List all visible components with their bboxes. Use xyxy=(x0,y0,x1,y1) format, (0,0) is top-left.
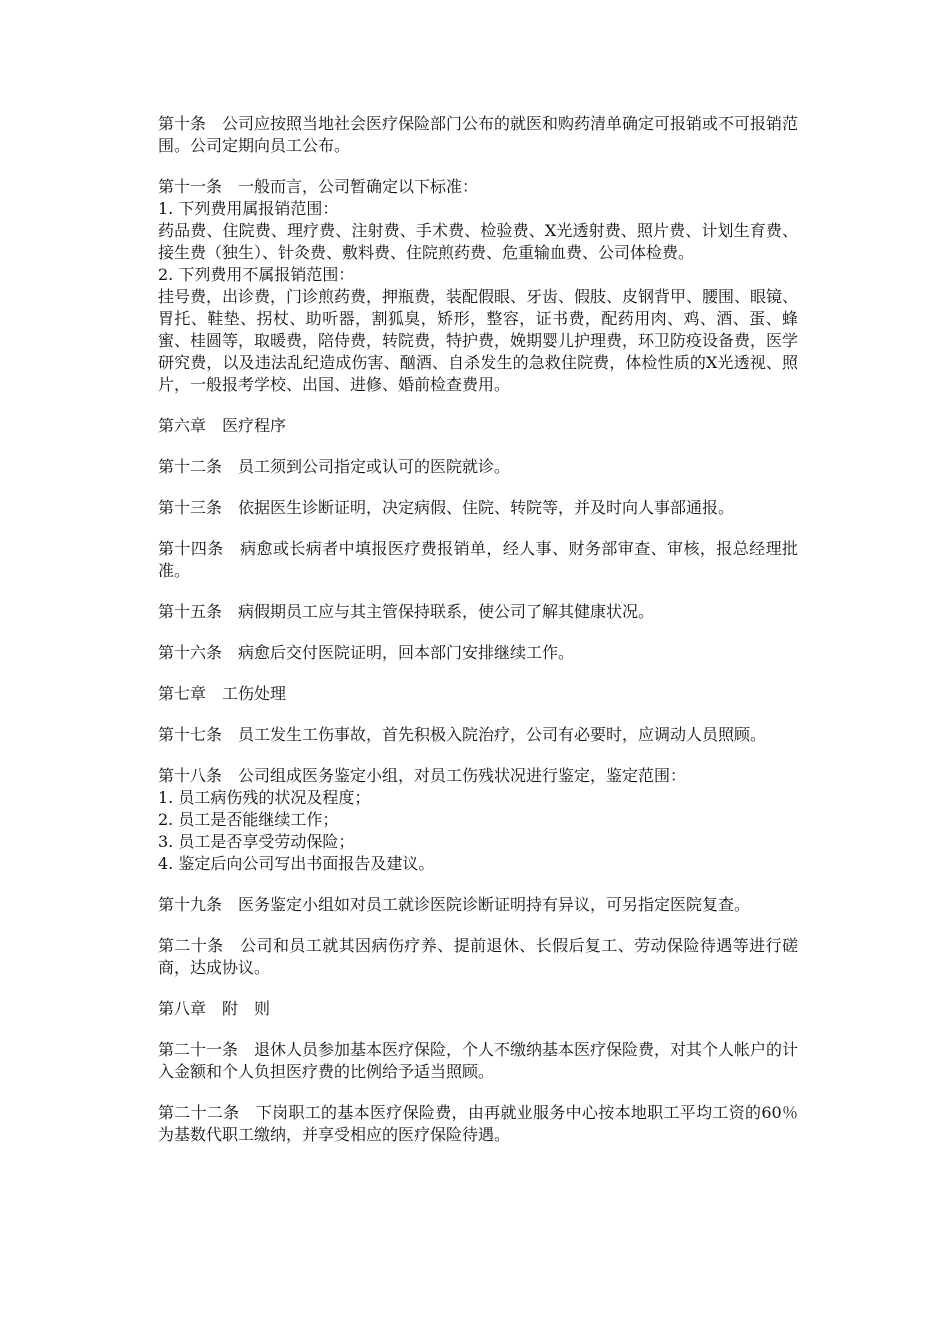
article-18-intro: 第十八条 公司组成医务鉴定小组，对员工伤残状况进行鉴定，鉴定范围： xyxy=(158,766,687,785)
article-18 xyxy=(158,765,798,875)
non-reimbursable-list: 挂号费，出诊费，门诊煎药费，押瓶费，装配假眼、牙齿、假肢、皮钢背甲、腰围、眼镜、胃托、鞋垫、拐杖、助听器，割狐臭，矫形，整容，证书费，配药用肉、鸡、酒、蛋、蜂蜜、桂圆等，取暖费，陪侍费，转院费，特护费，娩期婴儿护理费，环卫防疫设备费，医学研究费，以及违法乱纪造成伤害、酗酒、自杀发生的急救住院费，体检性质的X光透视、照片，一般报考学校、出国、进修、婚前检查费用。 xyxy=(158,287,799,394)
list-item: 2. 员工是否能继续工作； xyxy=(158,810,339,829)
reimbursable-title: 1. 下列费用属报销范围： xyxy=(158,199,339,218)
article-11-intro: 第十一条 一般而言，公司暂确定以下标准： xyxy=(158,177,479,196)
article-19: 第十九条 医务鉴定小组如对员工就诊医院诊断证明持有异议，可另指定医院复查。 xyxy=(158,895,751,914)
list-item: 3. 员工是否享受劳动保险； xyxy=(158,832,355,851)
list-item: 1. 员工病伤残的状况及程度； xyxy=(158,788,371,807)
article-14: 第十四条 病愈或长病者中填报医疗费报销单，经人事、财务部审查、审核，报总经理批准。 xyxy=(158,539,798,580)
article-10: 第十条 公司应按照当地社会医疗保险部门公布的就医和购药清单确定可报销或不可报销范围。公司定期向员工公布。 xyxy=(158,114,799,155)
non-reimbursable-title: 2. 下列费用不属报销范围： xyxy=(158,265,355,284)
chapter-8-heading: 第八章 附 则 xyxy=(158,999,271,1018)
article-11 xyxy=(158,176,798,396)
reimbursable-list: 药品费、住院费、理疗费、注射费、手术费、检验费、X光透射费、照片费、计划生育费、接生费（独生）、针灸费、敷料费、住院煎药费、危重输血费、公司体检费。 xyxy=(158,221,798,262)
article-17: 第十七条 员工发生工伤事故，首先积极入院治疗，公司有必要时，应调动人员照顾。 xyxy=(158,725,767,744)
article-12: 第十二条 员工须到公司指定或认可的医院就诊。 xyxy=(158,457,511,476)
list-item: 4. 鉴定后向公司写出书面报告及建议。 xyxy=(158,854,435,873)
article-16: 第十六条 病愈后交付医院证明，回本部门安排继续工作。 xyxy=(158,643,575,662)
article-13: 第十三条 依据医生诊断证明，决定病假、住院、转院等，并及时向人事部通报。 xyxy=(158,498,735,517)
article-15: 第十五条 病假期员工应与其主管保持联系，使公司了解其健康状况。 xyxy=(158,602,655,621)
article-20: 第二十条 公司和员工就其因病伤疗养、提前退休、长假后复工、劳动保险待遇等进行磋商，达成协议。 xyxy=(158,936,798,977)
article-21: 第二十一条 退休人员参加基本医疗保险，个人不缴纳基本医疗保险费，对其个人帐户的计入金额和个人负担医疗费的比例给予适当照顾。 xyxy=(158,1040,799,1081)
chapter-6-heading: 第六章 医疗程序 xyxy=(158,416,287,435)
chapter-7-heading: 第七章 工伤处理 xyxy=(158,684,287,703)
document-page xyxy=(158,113,798,1165)
article-22: 第二十二条 下岗职工的基本医疗保险费，由再就业服务中心按本地职工平均工资的60％为基数代职工缴纳，并享受相应的医疗保险待遇。 xyxy=(158,1103,798,1144)
